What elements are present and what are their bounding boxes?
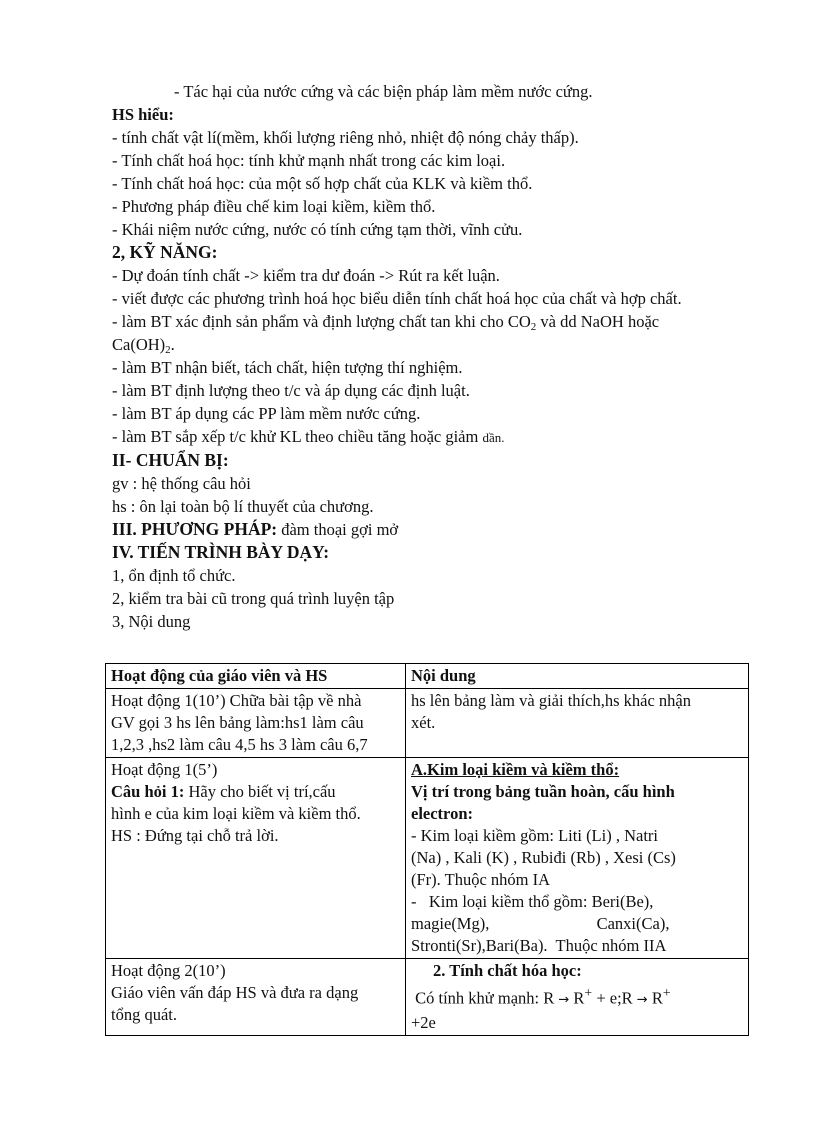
charge-sup: + xyxy=(584,985,593,1000)
skill-item: - viết được các phương trình hoá học biểu diễn tính chất hoá học của chất và hợp chất. xyxy=(112,289,682,308)
cell-line: 1,2,3 ,hs2 làm câu 4,5 hs 3 làm câu 6,7 xyxy=(111,735,368,754)
subscript: 2 xyxy=(165,344,171,356)
cell-line: (Na) , Kali (K) , Rubiđi (Rb) , Xesi (Cs) xyxy=(411,848,676,867)
cell-line: GV gọi 3 hs lên bảng làm:hs1 làm câu xyxy=(111,713,364,732)
section-title: 2. Tính chất hóa học: xyxy=(433,961,582,980)
cell-line: Hoạt động 1(10’) Chữa bài tập về nhà xyxy=(111,691,362,710)
lesson-table xyxy=(105,663,749,1036)
skill-item xyxy=(112,310,752,333)
skill-text: và dd NaOH hoặc xyxy=(536,312,660,331)
cell-line xyxy=(411,982,743,1012)
skill-item: - làm BT định lượng theo t/c và áp dụng các định luật. xyxy=(112,381,470,400)
cell-line: hs lên bảng làm và giải thích,hs khác nhận xyxy=(411,691,691,710)
method-heading: III. PHƯƠNG PHÁP: xyxy=(112,519,278,539)
understand-item: - Tính chất hoá học: của một số hợp chất của KLK và kiềm thổ. xyxy=(112,174,533,193)
cell-line: Stronti(Sr),Bari(Ba). Thuộc nhóm IIA xyxy=(411,936,667,955)
ion-symbol: R xyxy=(569,988,585,1008)
table-row xyxy=(106,959,749,1036)
header-activities: Hoạt động của giáo viên và HS xyxy=(106,664,406,689)
cell-content xyxy=(406,689,749,758)
arrow-icon: → xyxy=(636,992,648,1008)
cell-content xyxy=(406,959,749,1036)
cell-line: Hoạt động 2(10’) xyxy=(111,961,226,980)
cell-activity xyxy=(106,758,406,959)
cell-line: Giáo viên vấn đáp HS và đưa ra dạng xyxy=(111,983,359,1002)
cell-line: +2e xyxy=(411,1012,436,1032)
understand-item: - tính chất vật lí(mềm, khối lượng riêng nhỏ, nhiệt độ nóng chảy thấp). xyxy=(112,128,579,147)
process-step: 1, ổn định tổ chức. xyxy=(112,566,236,585)
reduction-text: Có tính khử mạnh: R xyxy=(411,988,559,1008)
harm-line: - Tác hại của nước cứng và các biện pháp làm mềm nước cứng. xyxy=(174,82,593,101)
header-content: Nội dung xyxy=(406,664,749,689)
understand-item: - Phương pháp điều chế kim loại kiềm, kiềm thổ. xyxy=(112,197,436,216)
cell-line xyxy=(111,781,400,803)
table-row xyxy=(106,689,749,758)
question-text: Hãy cho biết vị trí,cấu xyxy=(184,782,336,801)
process-heading: IV. TIẾN TRÌNH BÀY DẠY: xyxy=(112,542,330,562)
period: . xyxy=(170,335,175,354)
skill-text-small: dần. xyxy=(482,430,505,445)
prep-gv: gv : hệ thống câu hỏi xyxy=(112,474,251,493)
subsection-title: electron: xyxy=(411,804,473,823)
cell-line: hình e của kim loại kiềm và kiềm thổ. xyxy=(111,804,361,823)
cell-line: Hoạt động 1(5’) xyxy=(111,760,218,779)
arrow-icon: → xyxy=(558,992,570,1008)
understand-item: - Khái niệm nước cứng, nước có tính cứng tạm thời, vĩnh cửu. xyxy=(112,220,523,239)
section-title: A.Kim loại kiềm và kiềm thổ: xyxy=(411,760,620,779)
cell-line: - Kim loại kiềm gồm: Liti (Li) , Natri xyxy=(411,826,658,845)
cell-line: HS : Đứng tại chỗ trả lời. xyxy=(111,826,279,845)
cell-line: (Fr). Thuộc nhóm IA xyxy=(411,870,551,889)
skill-item xyxy=(112,425,752,449)
skill-item: - làm BT nhận biết, tách chất, hiện tượng thí nghiệm. xyxy=(112,358,463,377)
reduction-text: + e;R xyxy=(592,988,637,1008)
method-text: đàm thoại gợi mở xyxy=(281,520,399,539)
prep-heading: II- CHUẨN BỊ: xyxy=(112,450,229,470)
skills-heading: 2, KỸ NĂNG: xyxy=(112,242,218,262)
formula: Ca(OH) xyxy=(112,335,166,354)
ion-symbol: R xyxy=(647,988,663,1008)
skill-item: - làm BT áp dụng các PP làm mềm nước cứng. xyxy=(112,404,421,423)
cell-content xyxy=(406,758,749,959)
cell-line: tổng quát. xyxy=(111,1005,177,1024)
charge-sup: + xyxy=(662,985,671,1000)
skill-text: - làm BT sắp xếp t/c khử KL theo chiều tăng hoặc giảm xyxy=(112,427,479,446)
cell-line: xét. xyxy=(411,713,436,732)
hs-hieu-heading: HS hiểu: xyxy=(112,105,174,124)
process-step: 3, Nội dung xyxy=(112,612,191,631)
skill-item: - Dự đoán tính chất -> kiểm tra dư đoán -> Rút ra kết luận. xyxy=(112,266,500,285)
skill-item-cont xyxy=(112,333,752,356)
table-header-row xyxy=(106,664,749,689)
cell-line: magie(Mg), Canxi(Ca), xyxy=(411,914,670,933)
subscript: 2 xyxy=(530,321,537,333)
method-line xyxy=(112,518,752,541)
cell-activity xyxy=(106,689,406,758)
understand-item: - Tính chất hoá học: tính khử mạnh nhất trong các kim loại. xyxy=(112,151,506,170)
cell-line: - Kim loại kiềm thổ gồm: Beri(Be), xyxy=(411,892,654,911)
cell-activity xyxy=(106,959,406,1036)
question-label: Câu hỏi 1: xyxy=(111,782,185,801)
skill-text: - làm BT xác định sản phẩm và định lượng chất tan khi cho CO xyxy=(112,312,531,331)
document-body xyxy=(112,80,752,633)
subsection-title: Vị trí trong bảng tuần hoàn, cấu hình xyxy=(411,782,675,801)
process-step: 2, kiểm tra bài cũ trong quá trình luyện tập xyxy=(112,589,395,608)
prep-hs: hs : ôn lại toàn bộ lí thuyết của chương. xyxy=(112,497,374,516)
table-row xyxy=(106,758,749,959)
